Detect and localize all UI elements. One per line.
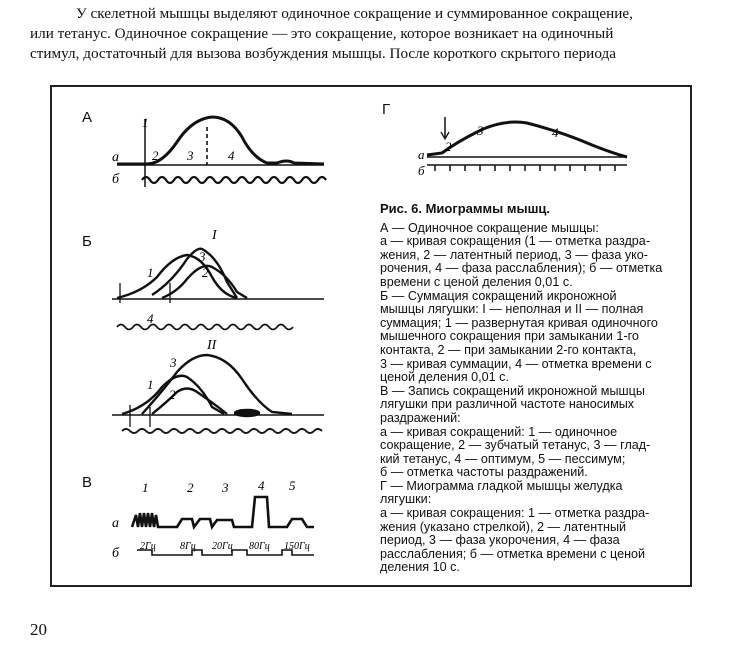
intro-paragraph [30,4,730,64]
label-v-5: 5 [289,478,296,493]
intro-line: стимул, достаточный для вызова возбуждения мышцы. После короткого скрытого периода [30,45,616,62]
caption-line: а — кривая сокращения (1 — отметка раздра- [380,234,651,249]
label-b1-3: 3 [199,249,206,264]
panel-label-b: Б [82,233,92,250]
label-4: 4 [228,148,235,163]
label-freq-80hz: 80Гц [249,541,270,552]
caption-line: лягушки: [380,492,432,507]
label-v-b: б [112,546,120,561]
label-b-time: б [112,172,120,187]
label-freq-8hz: 8Гц [180,541,196,552]
label-g-b: б [418,163,425,178]
caption-line: 3 — кривая суммации, 4 — отметка времени с [380,356,652,371]
label-1: 1 [142,115,149,130]
label-v-4: 4 [258,478,265,493]
caption-line: кий тетанус, 4 — оптимум, 5 — пессимум; [380,451,626,466]
caption-line: жения, 2 — латентный период, 3 — фаза уко- [380,247,648,262]
page-number: 20 [30,620,47,639]
caption-line: В — Запись сокращений икроножной мышцы [380,383,645,398]
caption-line: деления 10 с. [380,560,460,575]
caption-line: расслабления; б — отметка времени с ценой [380,546,646,561]
caption-line: сокращение, 2 — зубчатый тетанус, 3 — глад- [380,438,651,453]
label-2: 2 [152,148,159,163]
caption-line: суммация; 1 — развернутая кривая одиночного [380,315,658,330]
caption-line: А — Одиночное сокращение мышцы: [380,220,599,235]
caption-line: а — кривая сокращения: 1 — отметка раздра- [380,506,650,521]
caption-title: Рис. 6. Миограммы мышц. [380,201,551,216]
label-v-2: 2 [187,480,194,495]
panel-b2-graph [112,355,324,433]
label-b2-3: 3 [170,355,177,370]
panel-b1-graph [112,249,324,330]
caption-line: б — отметка частоты раздражений. [380,465,588,480]
label-3: 3 [187,148,194,163]
label-v-a: а [112,516,119,531]
caption-line: Г — Миограмма гладкой мышцы желудка [380,478,623,493]
caption-line: мышечного сокращения при замыкании 1-го [380,329,639,344]
label-v-1: 1 [142,480,149,495]
caption-line: рочения, 4 — фаза расслабления); б — отметка [380,261,663,276]
label-g-a: а [418,147,425,162]
label-freq-150hz: 150Гц [284,541,310,552]
intro-line: или тетанус. Одиночное сокращение — это сокращение, которое возникает на одиночный [30,25,614,42]
caption-line: мышцы лягушки: I — неполная и II — полная [380,302,644,317]
label-b2-1: 1 [147,377,154,392]
panel-label-g: Г [382,101,391,118]
label-roman-2: II [207,338,217,353]
caption-line: ценой деления 0,01 с. [380,370,509,385]
caption-line: Б — Суммация сокращений икроножной [380,288,617,303]
label-b1-4: 4 [147,311,154,326]
caption-line: а — кривая сокращений: 1 — одиночное [380,424,618,439]
panel-g-graph [427,117,627,171]
label-g-4: 4 [552,125,559,140]
figure-caption [380,202,688,575]
intro-line: У скелетной мышцы выделяют одиночное сокращение и суммированное сокращение, [76,5,633,22]
caption-line: раздражений: [380,410,461,425]
label-g-3: 3 [477,123,484,138]
figure-frame [50,85,692,587]
caption-line: жения (указано стрелкой), 2 — латентный [380,519,627,534]
caption-line: контакта, 2 — при замыкании 2-го контакта, [380,342,637,357]
label-freq-2hz: 2Гц [140,541,156,552]
label-v-3: 3 [222,480,229,495]
panel-label-v: В [82,474,93,491]
caption-line: времени с ценой деления 0,01 с. [380,274,573,289]
label-b1-1: 1 [147,265,154,280]
label-g-2: 2 [445,139,452,154]
panel-label-a: А [82,109,93,126]
label-freq-20hz: 20Гц [212,541,233,552]
caption-line: период, 3 — фаза укорочения, 4 — фаза [380,533,620,548]
label-b2-2: 2 [169,387,176,402]
caption-line: лягушки при различной частоте наносимых [380,397,635,412]
label-b1-2: 2 [202,265,209,280]
label-a-curve: а [112,150,119,165]
label-roman-1: I [212,228,217,243]
